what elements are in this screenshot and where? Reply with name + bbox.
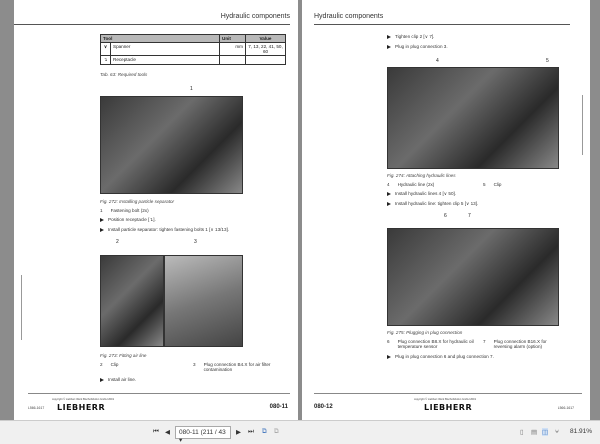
margin-vertical-text <box>582 95 583 155</box>
split-view-icon[interactable]: ⍱ <box>555 428 559 435</box>
last-page-button[interactable]: ⏭ <box>248 428 254 435</box>
zoom-level[interactable]: 81.91% <box>570 428 593 435</box>
figure-274-image <box>387 67 559 169</box>
figure-273-image-b <box>164 255 243 347</box>
step: Position receptacle [↴]. <box>100 217 156 223</box>
continuous-view-icon[interactable]: ▤ <box>531 429 538 436</box>
first-page-button[interactable]: ⏮ <box>153 428 159 435</box>
page-right: Hydraulic components Tighten clip 2 [∨ 7]. Plug in plug connection 3. 4 5 Fig. 274: Attaching hydraulic lines 4 Hydraulic line (2x) 5 Clip Install hydraulic lines 4 [∨ 50]. Install hydraulic line: tighten clip 5 [∨ 13]. 6 7 Fig. 275: Plugging in plug connection 6 Plug connection B8.X for hydraulic oil temperature sensor 7 Plug connection B16.X for reversing alarm (option) Plug in plug connection 6 and plug connection 7. 080-12 copyright © Liebherr-Werk Bischofshofen GmbH 2019 LIEBHERR L566-1617 <box>302 0 590 420</box>
figure-272-image <box>100 96 243 194</box>
viewer-toolbar <box>0 420 600 444</box>
next-view-icon[interactable]: ⧉ <box>274 428 279 435</box>
page-number: 080-11 <box>269 404 288 410</box>
two-page-view-icon[interactable]: ◫ <box>542 429 549 436</box>
doc-id: L566-1617 <box>28 406 45 410</box>
spanner-icon: ∨ <box>101 43 111 56</box>
figure-273-image-a <box>100 255 164 347</box>
page-header: Hydraulic components <box>314 13 384 20</box>
previous-view-icon[interactable]: ⧉ <box>262 428 267 435</box>
page-number: 080-12 <box>314 404 333 410</box>
table-row: ↴ Receptacle <box>101 56 286 65</box>
table-caption: Tab. 63: Required tools <box>100 72 148 77</box>
table-row: ∨ Spanner mm 7, 13, 22, 41, 50, 60 <box>101 43 286 56</box>
page-number-field[interactable]: 080-11 (211 / 43 ▾ <box>175 426 231 439</box>
doc-id: L566-1617 <box>557 406 574 410</box>
receptacle-icon: ↴ <box>101 56 111 65</box>
callout: 1 <box>190 86 193 92</box>
liebherr-logo: LIEBHERR <box>57 403 106 412</box>
margin-vertical-text <box>21 275 22 340</box>
next-page-button[interactable]: ▶ <box>236 429 241 436</box>
liebherr-logo: LIEBHERR <box>424 403 473 412</box>
required-tools-table: Tool Unit Value ∨ Spanner mm 7, 13, 22, 41, 50, 60 ↴ Receptacle <box>100 34 286 65</box>
dropdown-icon[interactable]: ▾ <box>179 437 183 444</box>
figure-275-image <box>387 228 559 326</box>
page-header: Hydraulic components <box>220 13 290 20</box>
figure-caption: Fig. 272: Installing particle separator <box>100 199 175 204</box>
single-page-view-icon[interactable]: ▯ <box>520 429 524 436</box>
page-left: Hydraulic components Tool Unit Value ∨ Spanner mm 7, 13, 22, 41, 50, 60 ↴ Receptacle Tab. 63: Required tools 1 Fig. 272: Installing particle separator 1 Fastening bolt (2x) Position receptacle [↴]. Install particle separator: tighten fastening bolts 1 [∨ 13/13]. 2 3 Fig. 273: Fitting air line 2 Clip 3 Plug connection B4.X for air filter contamination Install air line. copyright © Liebherr-Werk Bischofshofen GmbH 2019 LIEBHERR 080-11 L566-1617 <box>14 0 298 420</box>
legend-item: 1 Fastening bolt (2x) <box>100 208 149 213</box>
previous-page-button[interactable]: ◀ <box>165 429 170 436</box>
step: Install particle separator: tighten fastening bolts 1 [∨ 13/13]. <box>100 227 229 233</box>
